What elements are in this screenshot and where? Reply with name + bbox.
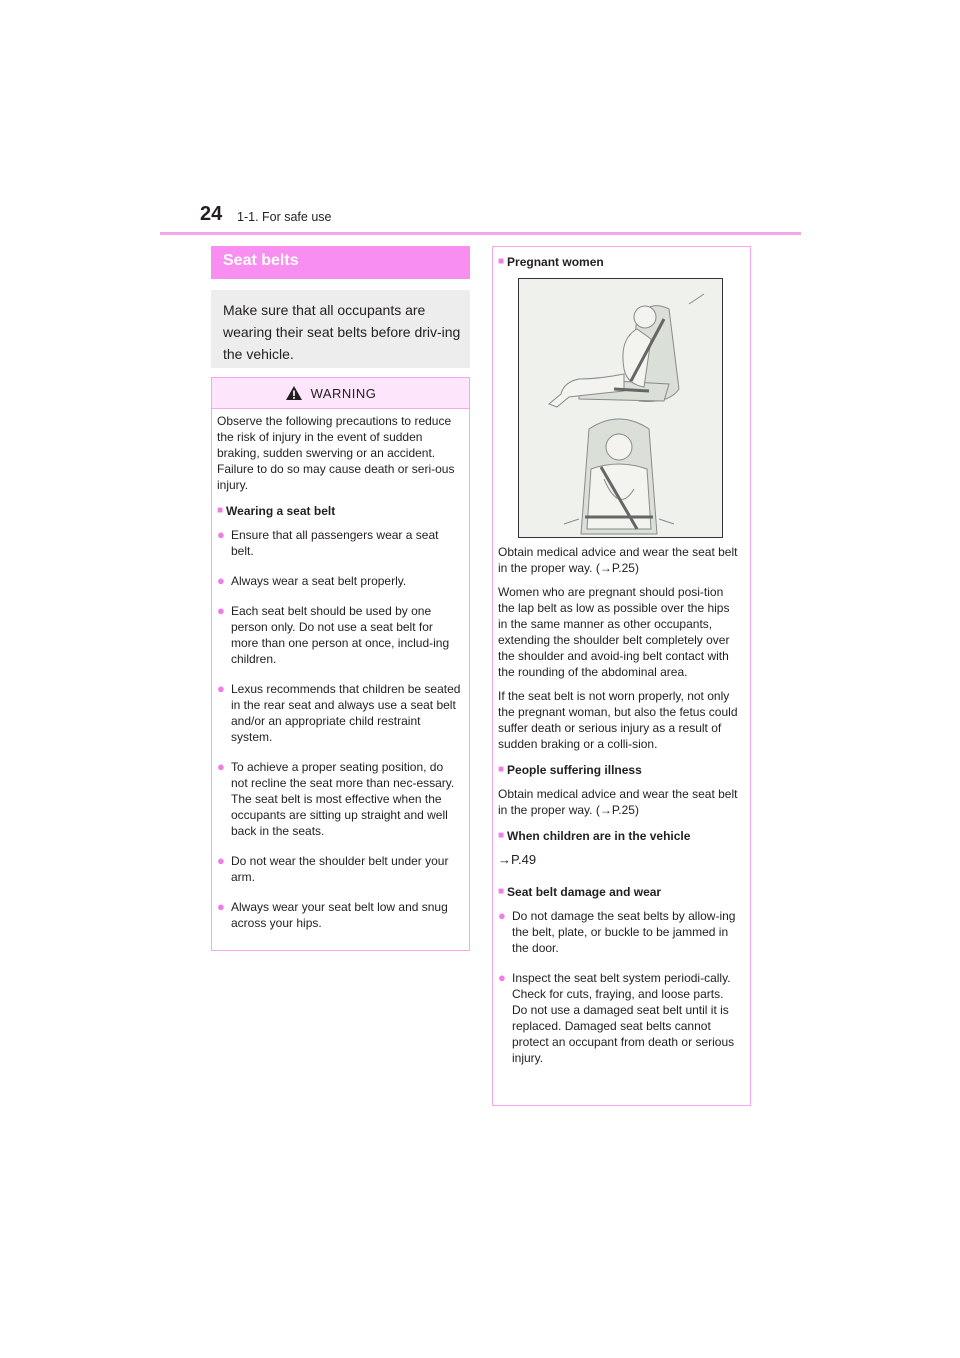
illness-heading	[498, 762, 742, 778]
bullet-text: To achieve a proper seating position, do not recline the seat more than nec-essary. The seat belt is most effective when the occupants are sitting up straight and well back in the seats.	[231, 760, 455, 838]
page-number: 24	[200, 203, 223, 225]
bullet-text: Do not damage the seat belts by allow-ing the belt, plate, or buckle to be jammed in the door.	[512, 909, 736, 955]
square-marker: ■	[498, 830, 505, 841]
title-bar	[211, 246, 470, 279]
bullet-item	[217, 759, 463, 839]
header-rule	[160, 232, 801, 235]
subheading-text: When children are in the vehicle	[507, 829, 691, 843]
bullet-item	[217, 573, 463, 589]
damage-heading	[498, 884, 742, 900]
bullet-marker: ●	[498, 970, 506, 985]
square-marker: ■	[498, 764, 505, 775]
bullet-item	[217, 603, 463, 667]
subheading-text: Pregnant women	[507, 255, 604, 269]
square-marker: ■	[217, 505, 224, 516]
section-title: 1-1. For safe use	[237, 210, 332, 224]
pregnant-seatbelt-illustration	[518, 278, 723, 538]
intro-box: Make sure that all occupants are wearing their seat belts before driv-ing the vehicle.	[211, 290, 470, 368]
warning-icon	[285, 385, 303, 401]
bullet-text: Inspect the seat belt system periodi-cally. Check for cuts, fraying, and loose parts. Do not use a damaged seat belt until it is replaced. Damaged seat belts cannot protect an occupant from death or serious injury.	[512, 971, 735, 1065]
subheading-text: Wearing a seat belt	[226, 504, 336, 518]
bullet-text: Always wear your seat belt low and snug across your hips.	[231, 900, 448, 930]
square-marker: ■	[498, 256, 505, 267]
bullet-marker: ●	[217, 759, 225, 774]
bullet-marker: ●	[217, 899, 225, 914]
illness-para: Obtain medical advice and wear the seat belt in the proper way. (→P.25)	[498, 787, 738, 817]
page-title: Seat belts	[223, 252, 299, 269]
bullet-marker: ●	[217, 603, 225, 618]
bullet-item	[217, 899, 463, 931]
pregnant-heading	[498, 254, 742, 270]
bullet-item	[217, 681, 463, 745]
bullet-marker: ●	[217, 527, 225, 542]
bullet-item	[217, 853, 463, 885]
bullet-text: Ensure that all passengers wear a seat belt.	[231, 528, 439, 558]
bullet-item	[498, 908, 742, 956]
warning-label: WARNING	[310, 385, 377, 401]
children-heading	[498, 828, 742, 844]
warning-body	[212, 409, 469, 931]
square-marker: ■	[498, 886, 505, 897]
right-column-box	[492, 246, 751, 1106]
warning-intro: Observe the following precautions to reduce the risk of injury in the event of sudden braking, sudden swerving or an accident.	[217, 414, 452, 460]
bullet-item	[498, 970, 742, 1066]
bullet-item	[217, 527, 463, 559]
warning-box	[211, 377, 470, 951]
pregnant-para-2: Women who are pregnant should posi-tion the lap belt as low as possible over the hips in the same manner as other occupants, extending the shoulder belt completely over the shoulder and avoid-ing belt contact with the rounding of the abdominal area.	[498, 585, 730, 679]
bullet-text: Always wear a seat belt properly.	[231, 574, 407, 588]
bullet-marker: ●	[217, 681, 225, 696]
bullet-marker: ●	[498, 908, 506, 923]
bullet-text: Each seat belt should be used by one person only. Do not use a seat belt for more than one person at once, includ-ing children.	[231, 604, 450, 666]
bullet-text: Lexus recommends that children be seated in the rear seat and always use a seat belt and/or an appropriate child restraint system.	[231, 682, 461, 744]
bullet-text: Do not wear the shoulder belt under your arm.	[231, 854, 449, 884]
bullet-marker: ●	[217, 853, 225, 868]
warning-consequence: Failure to do so may cause death or seri-ous injury.	[217, 462, 455, 492]
subheading-text: People suffering illness	[507, 763, 642, 777]
pregnant-para-1: Obtain medical advice and wear the seat belt in the proper way. (→P.25)	[498, 545, 738, 575]
subheading-text: Seat belt damage and wear	[507, 885, 662, 899]
illustration-drawing	[519, 279, 722, 537]
children-page-reference: →P.49	[498, 852, 537, 867]
warning-subheading	[217, 503, 463, 519]
pregnant-para-3: If the seat belt is not worn properly, not only the pregnant woman, but also the fetus could suffer death or serious injury as a result of sudden braking or a colli-sion.	[498, 689, 738, 751]
warning-header	[212, 378, 469, 409]
bullet-marker: ●	[217, 573, 225, 588]
